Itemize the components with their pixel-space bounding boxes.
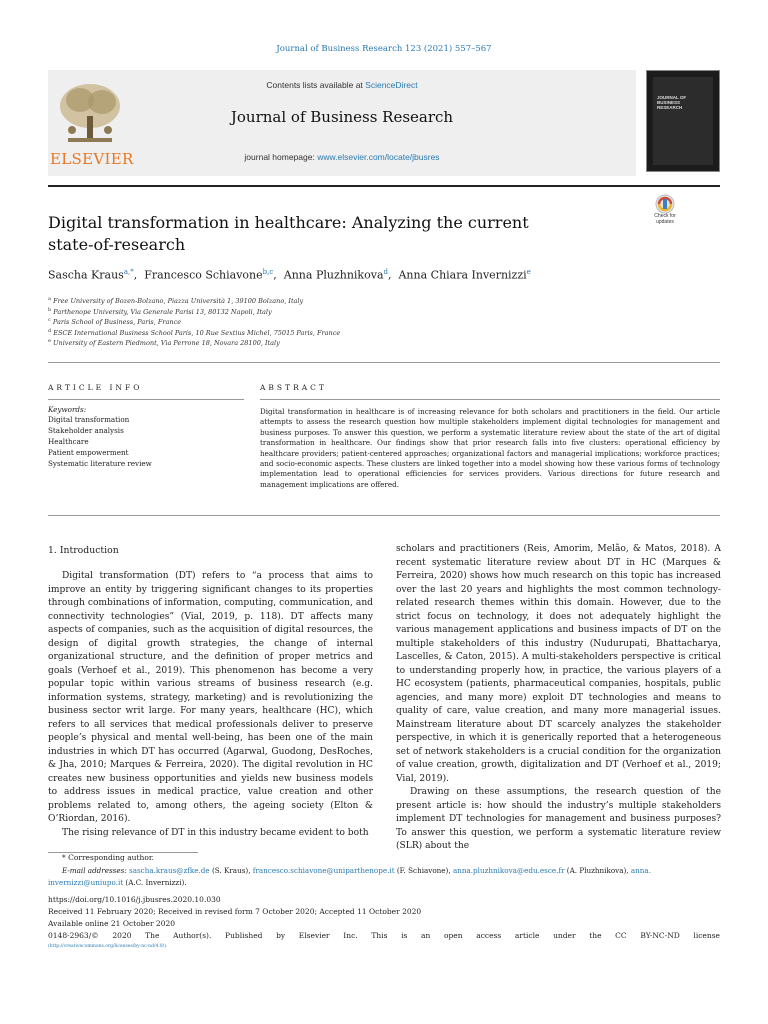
author-sup[interactable]: d [383,268,388,276]
email-owner: (A. Pluzhnikova), [564,866,631,875]
affiliation-text: Free University of Bozen-Bolzano, Piazza Università 1, 39100 Bolzano, Italy [53,297,304,306]
email-line-1 [62,866,722,876]
affiliation-sup: e [48,338,51,344]
author-name: Sascha Kraus [48,268,124,282]
doi-link[interactable]: https://doi.org/10.1016/j.jbusres.2020.10.030 [48,895,221,904]
abstract-bottom-rule [48,515,720,516]
author-sup[interactable]: b,c [262,268,274,276]
email-link[interactable]: sascha.kraus@zfke.de [129,866,210,875]
affiliation-sup: b [48,306,52,313]
cover-title-line: RESEARCH [657,105,683,110]
body-left-column [48,570,373,840]
check-for-updates-label: Check for updates [654,213,676,225]
affiliation-text: University of Eastern Piedmont, Via Perrone 18, Novara 28100, Italy [53,339,280,348]
email-link[interactable]: anna.pluzhnikova@edu.esce.fr [452,866,565,875]
affiliation [48,338,280,347]
email-link[interactable]: francesco.schiavone@uniparthenope.it [252,866,395,875]
section-heading-introduction: 1. Introduction [48,545,119,556]
author-sup[interactable]: a,* [123,268,134,276]
corresponding-author-note: * Corresponding author. [62,853,155,862]
cover-title [657,95,686,110]
keyword-item: Patient empowerment [48,448,129,457]
affiliation [48,317,181,326]
cover-panel [653,77,713,165]
journal-cover-thumbnail[interactable] [646,70,720,172]
email-link[interactable]: anna. [630,866,651,875]
author-name: Anna Pluzhnikova [283,268,384,282]
email-link[interactable]: invernizzi@uniupo.it [48,878,124,887]
affiliation-text: Parthenope University, Via Generale Parisi 13, 80132 Napoli, Italy [53,307,272,316]
license-line: 0148-2963/© 2020 The Author(s). Published by Elsevier Inc. This is an open access article under the CC BY-NC-ND license [48,931,720,940]
body-paragraph: scholars and practitioners (Reis, Amorim, Melão, & Matos, 2018). A recent systematic literature review about DT in HC (Marques & Ferreira, 2020) shows how much research on this topic has increased over the last 20 years and highlights the most common technology-related research themes within this domain. However, due to the strict focus on technology, it does not adequately highlight the various management applications and business impacts of DT on the multiple stakeholders of this industry (Nudurupati, Bhattacharya, Lascelles, & Caton, 2015). A multi-stakeholders perspective is critical to understanding properly how, in practice, the various players of a HC ecosystem (patients, pharmaceutical companies, hospitals, public agencies, and many more) exploit DT technologies and means to quality of care, value creation, and many more managerial issues. Mainstream literature about DT scarcely analyzes the stakeholder perspective, in which it is generically reported that a heterogeneous set of network stakeholders is a crucial condition for the organization of value creation, growth, digitalization and DT (Verhoef et al., 2019; Vial, 2019). [396,544,721,784]
license-url-link[interactable]: (http://creativecommons.org/licenses/by-nc-nd/4.0/). [48,944,168,949]
email-label: E-mail addresses: [62,866,129,875]
body-paragraph: Drawing on these assumptions, the research question of the present article is: how should the industry’s multiple stakeholders implement DT technologies for management and business purposes? To answer this question, we perform a systematic literature review (SLR) about the [396,787,721,851]
contents-prefix: Contents lists available at [266,80,366,90]
cover-title-line: BUSINESS [657,100,681,105]
keyword-item: Systematic literature review [48,459,152,468]
author-list: Sascha Kraus$^{a,*}$, Francesco Schiavone$^{b,c}$, Anna Pluzhnikova$^d$, Anna Chiara Invernizzi$^e$ [48,268,531,282]
abstract-heading: ABSTRACT [260,383,327,392]
affiliation-text: ESCE International Business School Paris, 10 Rue Sextius Michel, 75015 Paris, France [53,328,341,337]
author-name: Anna Chiara Invernizzi [398,268,527,282]
keyword-item: Digital transformation [48,415,130,424]
header-rule [48,185,720,187]
abstract-rule [260,399,720,400]
email-owner: (F. Schiavone), [394,866,453,875]
homepage-line [48,152,636,162]
body-paragraph: The rising relevance of DT in this industry became evident to both [62,827,369,838]
journal-citation[interactable]: Journal of Business Research 123 (2021) 557–567 [276,44,492,54]
email-owner: (A.C. Invernizzi). [123,878,187,887]
article-info-rule [48,399,244,400]
article-title: Digital transformation in healthcare: Analyzing the current state-of-research [48,213,529,254]
body-right-column [396,543,721,854]
received-dates: Received 11 February 2020; Received in revised form 7 October 2020; Accepted 11 October 2020 [48,907,422,916]
affiliation-text: Paris School of Business, Paris, France [52,318,182,327]
affiliation-sup: d [48,327,52,334]
affiliation [48,307,272,316]
abstract-text: Digital transformation in healthcare is of increasing relevance for both scholars and practitioners in the field. Our article attempts to assess the research question how multiple stakeholders implement digital technologies for management and business purposes. To answer this question, we perform a systematic literature review about the state of the art of digital transformation in healthcare. Our findings show that prior research falls into five clusters: operational efficiency by healthcare providers; patient-centered approaches; organizational factors and managerial implications; workforce practices; and socio-economic aspects. These clusters are linked together into a model showing how these various forms of technology implementation lead to operational efficiencies for services providers. Various directions for future research and management implications are offered. [260,407,720,489]
author-name: Francesco Schiavone [144,268,263,282]
publisher-name: ELSEVIER [50,150,134,168]
affiliation-sup: c [48,317,51,323]
email-line-2 [48,878,187,888]
section-rule [48,362,720,363]
email-owner: (S. Kraus), [209,866,253,875]
available-online: Available online 21 October 2020 [48,919,176,928]
author-sup[interactable]: e [526,268,531,276]
journal-title: Journal of Business Research [230,108,454,126]
sciencedirect-link[interactable]: ScienceDirect [365,80,418,90]
affiliation [48,296,303,305]
affiliation [48,328,340,337]
keyword-item: Healthcare [48,437,89,446]
keywords-label: Keywords: [48,405,87,414]
article-info-heading: ARTICLE INFO [48,383,143,392]
affiliation-sup: a [48,296,51,302]
homepage-label: journal homepage: [244,152,318,162]
cover-title-line: JOURNAL OF [657,95,687,100]
contents-line [48,80,636,90]
keyword-item: Stakeholder analysis [48,426,124,435]
homepage-link[interactable]: www.elsevier.com/locate/jbusres [317,152,440,162]
body-paragraph: Digital transformation (DT) refers to “a process that aims to improve an entity by triggering significant changes to its properties through combinations of information, computing, communication, and connectivity technologies” (Vial, 2019, p. 118). DT affects many aspects of companies, such as the acquisition of digital resources, the design of digital growth strategies, the change of internal organizational structure, and the definition of proper metrics and goals (Verhoef et al., 2019). This phenomenon has become a very popular topic within various streams of business research (e.g. information systems, strategy, marketing) and is revolutionizing the business sector writ large. For many years, healthcare (HC), which refers to all services that medical professionals deliver to preserve people’s physical and mental well-being, has been one of the main industries in which DT has occurred (Agarwal, Guodong, DesRoches, & Jha, 2010; Marques & Ferreira, 2020). The digital revolution in HC creates new business opportunities and yields new business models to address issues in medical practice, value creation and other problems related to, among others, the ageing society (Elton & O’Riordan, 2016). [48,571,373,824]
